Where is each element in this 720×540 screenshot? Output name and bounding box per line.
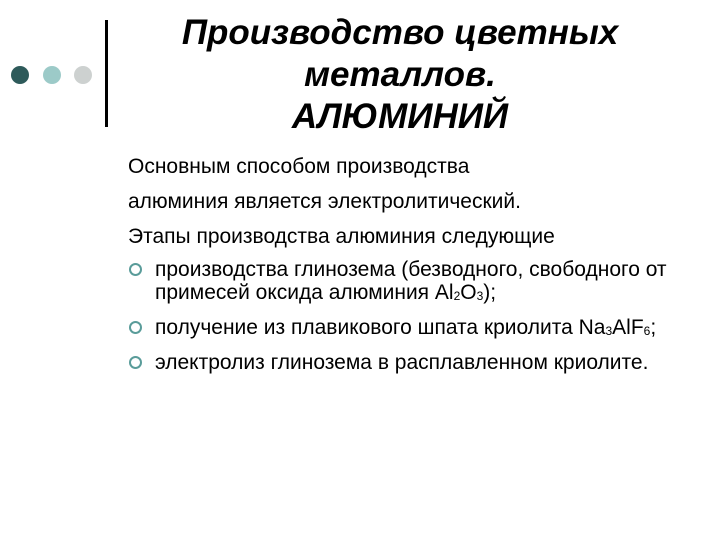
- title-divider-line: [105, 20, 108, 127]
- title-line-2: металлов.: [304, 55, 496, 94]
- subscript: 6: [643, 324, 651, 338]
- slide-title: [110, 12, 690, 138]
- title-line-1: Производство цветных: [181, 13, 619, 52]
- subscript: 3: [605, 324, 613, 338]
- subscript: 2: [453, 289, 461, 303]
- formula-part: AlF: [612, 316, 644, 339]
- list-item-text: получение из плавикового шпата криолита Na: [155, 316, 606, 339]
- formula-part: O: [460, 281, 477, 304]
- decorative-dot-mid: [43, 66, 61, 84]
- decorative-dot-dark: [11, 66, 29, 84]
- list-item-text: электролиз глинозема в расплавленном криолите.: [155, 351, 649, 374]
- list-item: [128, 316, 698, 339]
- list-item: [128, 258, 698, 304]
- stages-list: [128, 258, 698, 386]
- formula-tail: ;: [650, 316, 657, 339]
- subscript: 3: [476, 289, 484, 303]
- intro-text: [128, 155, 698, 260]
- decorative-dot-light: [74, 66, 92, 84]
- ring-bullet-icon: [129, 263, 142, 276]
- list-item-text: производства глинозема (безводного, свободного от примесей оксида алюминия Al: [155, 258, 667, 304]
- intro-line-3: Этапы производства алюминия следующие: [128, 225, 555, 248]
- list-item: [128, 351, 698, 374]
- formula-tail: );: [483, 281, 497, 304]
- ring-bullet-icon: [129, 356, 142, 369]
- ring-bullet-icon: [129, 321, 142, 334]
- intro-line-1: Основным способом производства: [128, 155, 470, 178]
- intro-line-2: алюминия является электролитический.: [128, 190, 521, 213]
- title-line-3: АЛЮМИНИЙ: [291, 97, 509, 136]
